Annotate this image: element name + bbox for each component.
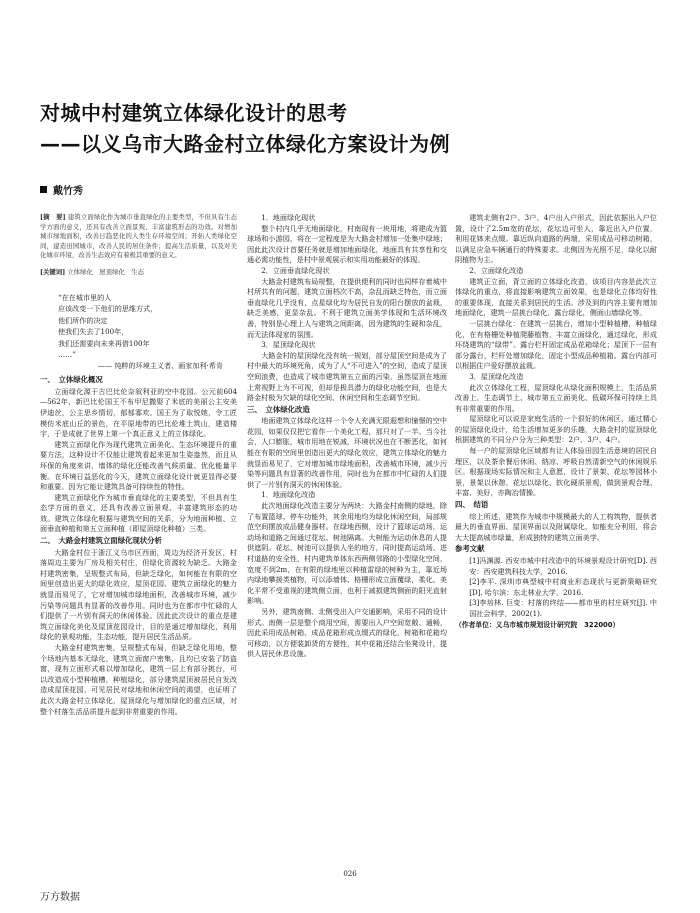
paragraph: 建筑正立面，背立面的立体绿化改造，该项目内容是此次立体绿化的重点，将直接影响建筑立面效果，也是绿化立体均好性的重要体现，直接关系到居民的生活。涉及到的内容主要有增加地面绿化，建筑一层挑台绿化、露台绿化，侧面山墙绿化等。 bbox=[455, 276, 657, 318]
paragraph: 综上所述，建筑作为城市中规模最大的人工构筑物，提供者最大的垂直界面、屋顶界面以及附属绿化，如能充分利用，将会大大提高城市绿量，形成独特的建筑立面美学。 bbox=[455, 511, 657, 542]
author-unit: （作者单位：义乌市城市规划设计研究院 322000） bbox=[455, 620, 620, 629]
paragraph: 另外，建筑南侧、北侧受出入户交通影响，采用不同的设计形式。南侧一层是整个商用空间，需要出入户空间宽敞、通畅，因此采用成品树箱、成品花箱形成点缀式的绿化，树箱和花箱均可移动，以方便装卸货的方便性，其中花箱还结合坐凳设计，提供人居民休息设施。 bbox=[247, 606, 447, 659]
title-line-1: 对城中村建筑立体绿化设计的思考 bbox=[40, 101, 348, 125]
paragraph: 每一户的屋顶绿化区域都有让人体验田园生活意境的居民自理区，以及茶余餐后休闲、纳凉、呼吸自然清新空气的休闲娱乐区。根据现场实际情况和主人意愿，设计了景架、花坛等园林小景，景架以休憩、花坛以绿化、软化硬质景观，做到景观合理、丰富、美好，亦陶冶情操。 bbox=[455, 446, 657, 498]
paragraph: 一层挑台绿化：在建筑一层挑台，增加小型种植槽，种植绿化，在有格栅处种植爬藤植物，丰富立面绿化，通过绿化，形成环绕建筑的“绿带”。露台栏杆固定成品花箱绿化；屋顶下一层有部分露台，栏杆处增加绿化，固定小型成品种植箱。露台内部可以根据住户爱好摆放盆栽。 bbox=[455, 318, 657, 371]
reference-item: [1]冯渊源. 西安市城中村改造中的环境景观设计研究[D]. 西安：西安建筑科技大学，2016. bbox=[469, 556, 657, 576]
section-heading: 一、 立体绿化概况 bbox=[40, 375, 103, 385]
keywords bbox=[40, 267, 237, 278]
subsection-heading: 3．屋顶绿化改造 bbox=[469, 371, 524, 381]
paragraph: 屋顶绿化可以说是家庭生活的一个很好的休闲区，通过精心的屋顶绿化设计，给生活增加更多的乐趣，大路金村的屋顶绿化根据建筑的不同分户分为三种类型：2户、3户、4户。 bbox=[455, 414, 657, 445]
keywords-label: [关键词] bbox=[40, 267, 66, 276]
paragraph: 建筑立面绿化作为现代建筑立面美化、生态环境提升的重要方法，这种设计不仅能让建筑看起来更加生姿盎然，而且从环保的角度来讲，墙体的绿化还能改善气候质量、优化能量平衡。在环境日益恶化的今天，建筑立面绿化设计就更显得必要和重要。因为它能让建筑具备可持续性的特性。 bbox=[40, 439, 237, 492]
poem-source: —— 纯粹的环境主义者、画家加利·希肯 bbox=[97, 360, 223, 370]
section-heading: 四、 结语 bbox=[455, 500, 489, 510]
section-heading: 二、 大路金村建筑立面绿化现状分析 bbox=[40, 536, 162, 546]
subsection-heading: 2．立面绿化改造 bbox=[469, 265, 524, 275]
footer-watermark: 万方数据 bbox=[40, 892, 80, 903]
section-heading: 三、 立体绿化改造 bbox=[247, 404, 310, 414]
poem-line: 应该改变一下他们的思维方式， bbox=[58, 304, 158, 314]
subsection-heading: 1．地面绿化现状 bbox=[261, 213, 316, 222]
paragraph: 整个村内几乎无地面绿化，村南现有一块用地，将建成为篮球场和小游园，将在一定程度是为大路金村增加一处集中绿地；因此此次设计首要任务就是增加地面绿化，地面具有共享性和交通必需功能性，是村中景观展示和实用功能最好的体现。 bbox=[247, 223, 447, 265]
paragraph: 此次地面绿化改造主要分为两块：大路金村南侧的绿地，除了布置篮球、停车功能外，其余用地均为绿化休闲空间，局部规范空间摆放成品健身器材。在绿地西侧，设计了篮球运动场，运动场和道路之间通过花坛、树池隔离。大树能为运动休息的人提供遮阴。花坛、树池可以提供人坐的地方，同时提高运动场、进村道路的安全性，村内建筑单体东西两侧邻路的小型绿化空间，宽度不到2m，在有限的绿地里以种植雷绿的树种为主，靠近场内绿地攀援类植物，可以添墙体、格栅形成立面覆绿，柔化、美化平常不受重视的建筑侧立面，也利于减损建筑侧面的阳光直射影响。 bbox=[247, 501, 447, 606]
author-block bbox=[40, 182, 83, 197]
paragraph: 此次立体绿化工程，屋顶绿化从绿化面积规模上，生活品质改善上，生态调节上、城市第五立面美化、低碳环保可持续上具有非常重要的作用。 bbox=[455, 382, 657, 413]
paragraph: 大路金村建筑密集，呈规整式布局，但缺乏绿化用地，整个场地内基本无绿化，建筑立面窗户密集，且均已安装了防盗窗，现有立面形式难以增加绿化，建筑一层上有部分挑台，可以改造成小型种植槽，种植绿化，部分建筑屋顶被居民自发改造成屋顶花园，可见居民对绿地和休闲空间的渴望，也证明了此次大路金村立体绿化，屋顶绿化与增加绿化的重点区域，对整个村落生活品质提升起到非常重要的作用。 bbox=[40, 643, 237, 716]
abstract-label: [摘 要] bbox=[40, 213, 66, 221]
poem-line: 我们还需要向未来再借100年 bbox=[58, 338, 150, 348]
paragraph: 大路金村的屋顶绿化没有统一规划，部分屋顶空间是成为了村中最大的环境死角，成为了人“不可进入”的空间，造成了屋顶空间浪费，也造成了城市建筑第五立面的污染，虽然屋顶在地面上常视野上为不可视，但却是极具潜力的绿化功能空间，也是大路金村极为欠缺的绿化空间、休闲空间和生态调节空间。 bbox=[247, 350, 447, 403]
poem-line: “在在城市里的人 bbox=[58, 292, 112, 302]
paragraph: 地面建筑立体绿化这样一个令人充满无限遐想和憧憬的空中花园，如果仅仅把它看作一个美化工程，那只对了一半。当今社会，人口膨胀，城市用地在锐减，环境状况也在不断恶化，如何能在有限的空间里创造出更大的绿化效应，建筑立体绿化的魅力就显而易见了，它对增加城市绿地面积，改善城市环境，减少污染等问题具有显著的改善作用，同时也为在都市中忙碌的人们提供了一片别有洞天的休闲体验。 bbox=[247, 416, 447, 489]
author-name: 戴竹秀 bbox=[53, 186, 83, 197]
paragraph: 大路金村建筑布局规整，在提供便利的同时也同样存着城中村所共有的问题，建筑立面档次不高，杂乱而缺乏特色，而立面垂直绿化几乎没有，点星绿化均为居民自发的阳台摆放的盆栽，缺乏美感，更显杂乱。不利于建筑立面美学体现和生活环境改善，特别是心理上人与建筑之间距离，因为建筑的生硬和杂乱，而无法体现家的氛围。 bbox=[247, 276, 447, 339]
paragraph: 建筑北侧有2户、3户、4户出入户形式，因此依据出入户位置，设计了2.5m宽的花坛，花坛边可坐人，靠近出入户位置，利用花钵来点缀。靠近纵向道路的两端，采用成品可移动树箱，以满足应急车辆通行的特殊要求。北侧因为光照不足，绿化以耐阴植物为主。 bbox=[455, 213, 657, 265]
subsection-heading: 1．地面绿化改造 bbox=[261, 490, 316, 500]
paragraph: 大路金村位于浙江义乌市区西面，周边为经济开发区，村落周边主要为厂房及相关村庄，但绿化资源较为缺乏。大路金村建筑密集，呈规整式布局，但缺乏绿化，如何能在有限的空间里创造出更大的绿化效应，屋顶花园、建筑立面绿化的魅力就显而易见了，它对增加城市绿地面积，改善城市环境，减少污染等问题具有显著的改善作用。同时也为在都市中忙碌的人们提供了一片别有洞天的休闲体验。因此此次设计的重点是建筑立面绿化美化及屋顶花园设计，目的是通过增加绿化，利用绿化的景观功能，生态功能，提升居民生活品质。 bbox=[40, 547, 237, 642]
abstract-text: 建筑立面绿化作为城市垂直绿化的主要类型，不但具有生态学方面的意义，还具有改善立面景观、丰富建筑形态的功效。对增加城市绿地面积，改善日趋恶化的人类生存环境空间；开拓人类绿化空间，建造田园城市，改善人民的居住条件；提高生活质量，以及对美化城市环境，改善生态效应有着极其重要的意义。 bbox=[40, 213, 237, 260]
poem-line: ……” bbox=[58, 350, 76, 360]
keywords-text: 立体绿化 屋顶绿化 生态 bbox=[67, 267, 144, 276]
references-heading: 参考文献 bbox=[455, 544, 485, 554]
subsection-heading: 3．屋顶绿化现状 bbox=[261, 340, 316, 350]
page-number: 026 bbox=[343, 870, 357, 878]
column-middle bbox=[247, 213, 447, 660]
reference-item: [2]李平. 深圳市典型城中村商业形态现状与更新策略研究[D]. 哈尔滨：东北林业大学，2016. bbox=[469, 577, 657, 597]
column-left bbox=[40, 213, 237, 717]
paragraph: 立面绿化源于古巴比伦奈叙利亚的空中花园。公元前604—562年，新巴比伦国王不布甲尼撒娶了米底的美丽公主安美伊迪丝，公主思乡情切，郁郁寡欢。国王为了取悦她，令工匠模仿米底山丘的景色，在平原地带的巴比伦堆土筑山，建造楼宇，于是成就了世界上第一个真正意义上的立体绿化。 bbox=[40, 386, 237, 439]
reference-item: [3]李培林. 巨变：村落的终结——都市里的村庄研究[J]. 中国社会科学，2002(1). bbox=[469, 598, 657, 618]
title-line-2: ——以义乌市大路金村立体绿化方案设计为例 bbox=[40, 132, 450, 156]
subsection-heading: 2．立面垂直绿化现状 bbox=[261, 265, 330, 275]
poem-line: 他们所作的决定 bbox=[58, 315, 108, 325]
abstract bbox=[40, 213, 237, 261]
square-bullet-icon bbox=[40, 186, 47, 193]
column-right bbox=[455, 213, 657, 630]
poem-line: 使我们失去了100年， bbox=[58, 327, 129, 337]
paragraph: 建筑立面绿化作为城市垂直绿化的主要类型，不但具有生态学方面的意义，还具有改善立面景观、丰富建筑形态的功效。建筑立体绿化根据与建筑空间的关系，分为地面种植、立面垂直种植和第五立面种植（即屋顶绿化种植）三类。 bbox=[40, 492, 237, 534]
